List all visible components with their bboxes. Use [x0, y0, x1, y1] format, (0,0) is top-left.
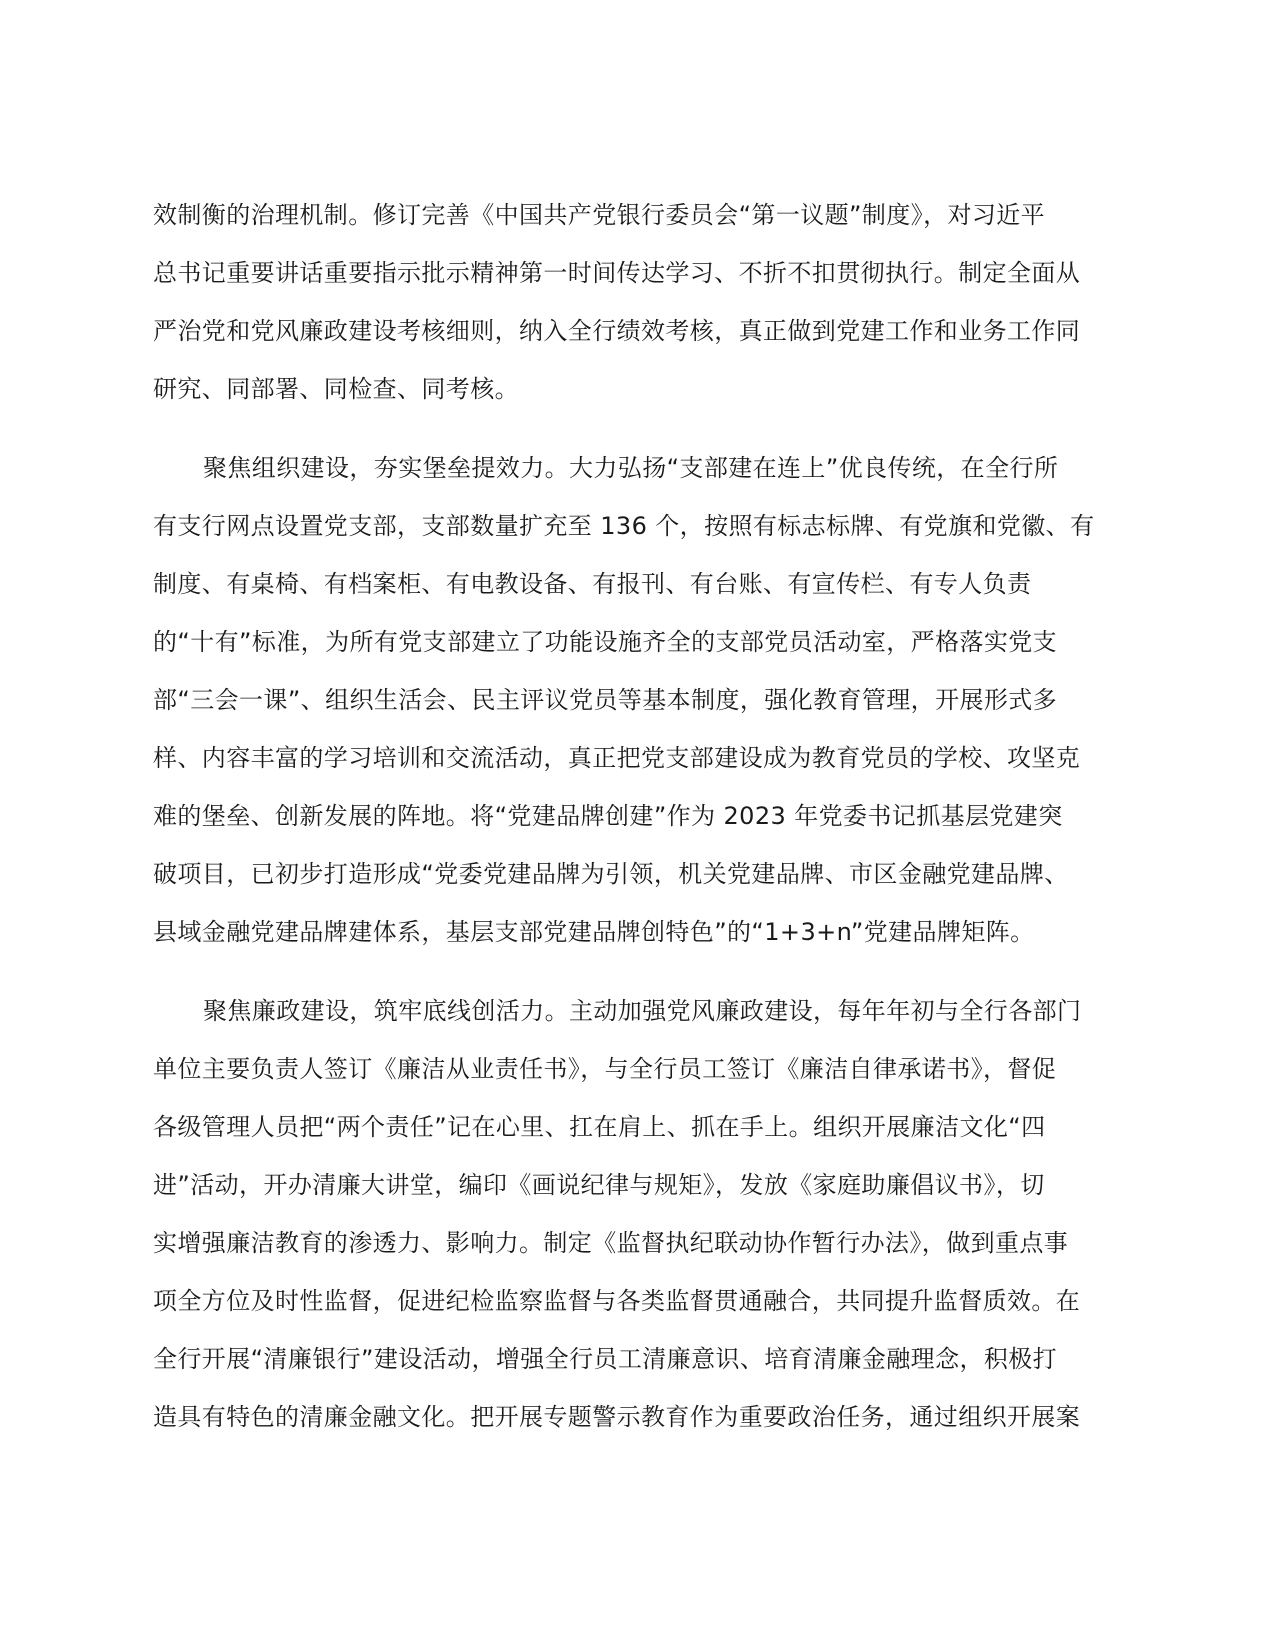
text-line: 项全方位及时性监督，促进纪检监察监督与各类监督贯通融合，共同提升监督质效。在 — [153, 1287, 1081, 1315]
text-line: 样、内容丰富的学习培训和交流活动，真正把党支部建设成为教育党员的学校、攻坚克 — [153, 744, 1081, 772]
text-line: 单位主要负责人签订《廉洁从业责任书》，与全行员工签订《廉洁自律承诺书》，督促 — [153, 1055, 1057, 1083]
paragraph-governance — [153, 186, 1108, 418]
text-line: 全行开展“清廉银行”建设活动，增强全行员工清廉意识、培育清廉金融理念，积极打 — [153, 1345, 1058, 1373]
text-line: 聚焦廉政建设，筑牢底线创活力。主动加强党风廉政建设，每年年初与全行各部门 — [203, 997, 1082, 1025]
text-line: 各级管理人员把“两个责任”记在心里、扛在肩上、抓在手上。组织开展廉洁文化“四 — [153, 1113, 1046, 1141]
text-line: 破项目，已初步打造形成“党委党建品牌为引领，机关党建品牌、市区金融党建品牌、 — [153, 860, 1069, 888]
text-line: 造具有特色的清廉金融文化。把开展专题警示教育作为重要政治任务，通过组织开展案 — [153, 1403, 1081, 1431]
text-line: 总书记重要讲话重要指示批示精神第一时间传达学习、不折不扣贯彻执行。制定全面从 — [153, 259, 1081, 287]
text-line: 效制衡的治理机制。修订完善《中国共产党银行委员会“第一议题”制度》，对习近平 — [153, 201, 1046, 229]
paragraph-integrity-building — [153, 982, 1108, 1446]
text-line: 的“十有”标准，为所有党支部建立了功能设施齐全的支部党员活动室，严格落实党支 — [153, 628, 1058, 656]
paragraph-spacer — [153, 418, 1108, 439]
text-line: 有支行网点设置党支部，支部数量扩充至 136 个，按照有标志标牌、有党旗和党徽、有 — [153, 512, 1095, 540]
text-line: 制度、有桌椅、有档案柜、有电教设备、有报刊、有台账、有宣传栏、有专人负责 — [153, 570, 1032, 598]
text-line: 部“三会一课”、组织生活会、民主评议党员等基本制度，强化教育管理，开展形式多 — [153, 686, 1058, 714]
text-line: 聚焦组织建设，夯实堡垒提效力。大力弘扬“支部建在连上”优良传统，在全行所 — [203, 454, 1059, 482]
text-line: 县域金融党建品牌建体系，基层支部党建品牌创特色”的“1+3+n”党建品牌矩阵。 — [153, 918, 1035, 946]
text-line: 进”活动，开办清廉大讲堂，编印《画说纪律与规矩》，发放《家庭助廉倡议书》，切 — [153, 1171, 1045, 1199]
text-line: 研究、同部署、同检查、同考核。 — [153, 375, 519, 403]
text-line: 实增强廉洁教育的渗透力、影响力。制定《监督执纪联动协作暂行办法》，做到重点事 — [153, 1229, 1069, 1257]
document-body — [153, 186, 1108, 1446]
paragraph-organization-building — [153, 439, 1108, 961]
paragraph-spacer — [153, 961, 1108, 982]
text-line: 严治党和党风廉政建设考核细则，纳入全行绩效考核，真正做到党建工作和业务工作同 — [153, 317, 1081, 345]
text-line: 难的堡垒、创新发展的阵地。将“党建品牌创建”作为 2023 年党委书记抓基层党建突 — [153, 802, 1063, 830]
